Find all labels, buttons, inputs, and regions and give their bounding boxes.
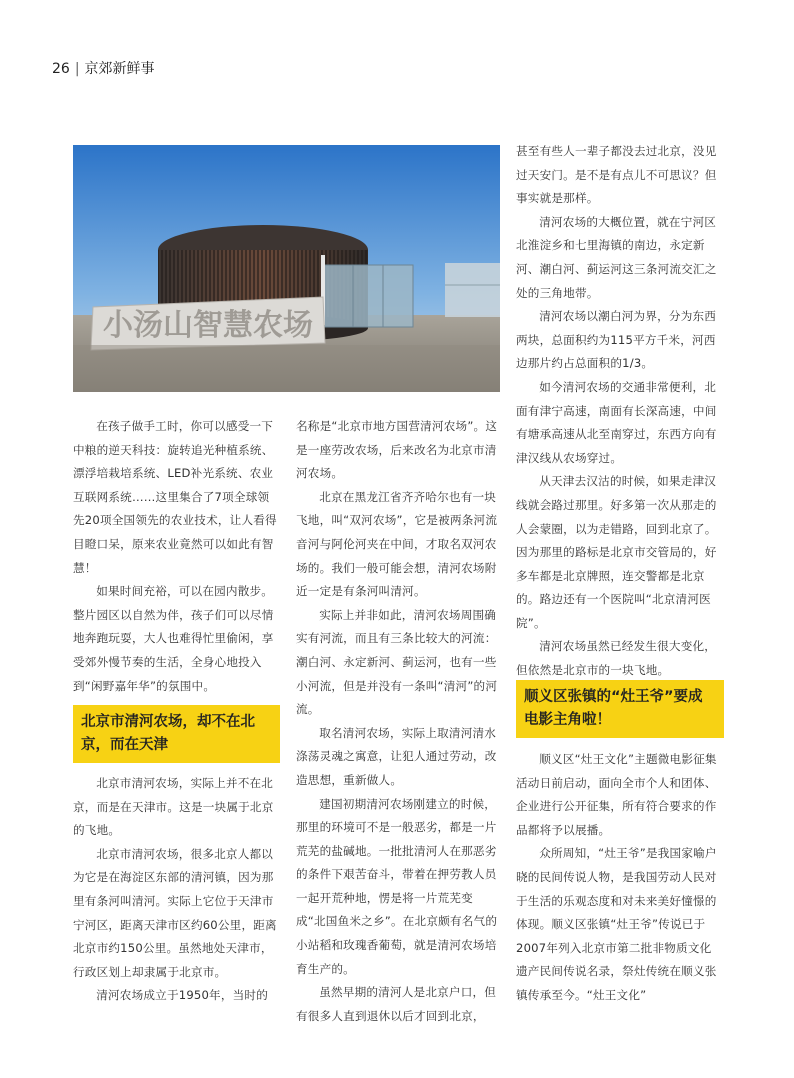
col1-paragraph-2: 如果时间充裕，可以在园内散步。整片园区以自然为伴，孩子们可以尽情地奔跑玩耍，大人也难得忙里偷闲，享受郊外慢节奏的生活，全身心地投入到“闲野嘉年华”的氛围中。 [73,584,274,693]
col3-paragraph-6: 清河农场虽然已经发生很大变化，但依然是北京市的一块飞地。 [516,639,717,678]
col2-paragraph-2: 北京在黑龙江省齐齐哈尔也有一块飞地，叫“双河农场”，它是被两条河流音河与阿伦河夹在中间，才取名双河农场的。我们一般可能会想，清河农场附近一定是有条河叫清河。 [296,489,498,599]
page-header [52,60,155,78]
col2-paragraph-5: 建国初期清河农场刚建立的时候，那里的环境可不是一般恶劣，都是一片荒芜的盐碱地。一批批清河人在那恶劣的条件下艰苦奋斗，带着在押劳教人员一起开荒种地，愣是将一片荒芜变成“北国鱼米之乡”。在北京颇有名气的小站稻和玫瑰香葡萄，就是清河农场培育生产的。 [296,796,498,976]
header-separator: | [74,61,80,77]
col1-paragraph-1: 在孩子做手工时，你可以感受一下中粮的逆天科技：旋转追光种植系统、漂浮培栽培系统、LED补光系统、农业互联网系统……这里集合了7项全球领先20项全国领先的农业技术，让人看得目瞪口呆，原来农业竟然可以如此有智慧！ [73,419,277,575]
col2-paragraph-1: 名称是“北京市地方国营清河农场”。这是一座劳改农场，后来改名为北京市清河农场。 [296,419,498,481]
column-1 [73,415,278,698]
col3-paragraph-7: 顺义区“灶王文化”主题微电影征集活动日前启动，面向全市个人和团体、企业进行公开征集，所有符合要求的作品都将予以展播。 [516,752,717,837]
column-3-lower [516,748,722,1008]
section-heading-qinghe: 北京市清河农场，却不在北京，而在天津 [73,705,280,763]
col3-paragraph-1: 甚至有些人一辈子都没去过北京，没见过天安门。是不是有点儿不可思议？但事实就是那样。 [516,144,717,206]
col3-paragraph-8: 众所周知，“灶王爷”是我国家喻户晓的民间传说人物，是我国劳动人民对于生活的乐观态度和对未来美好憧憬的体现。顺义区张镇“灶王爷”传说已于2007年列入北京市第二批非物质文化遗产民间传说名录，祭灶传统在顺义张镇传承至今。“灶王文化” [516,846,717,1002]
col1-paragraph-5: 清河农场成立于1950年，当时的 [96,988,269,1003]
column-1-lower [73,772,278,1008]
col2-paragraph-4: 取名清河农场，实际上取清河清水涤荡灵魂之寓意，让犯人通过劳动，改造思想，重新做人。 [296,725,497,787]
col3-paragraph-5: 从天津去汉沽的时候，如果走津汉线就会路过那里。好多第一次从那走的人会蒙圈，以为走错路，回到北京了。因为那里的路标是北京市交管局的，好多车都是北京牌照，连交警都是北京的。路边还有一个医院叫“北京清河医院”。 [516,474,717,630]
col2-paragraph-6: 虽然早期的清河人是北京户口，但有很多人直到退休以后才回到北京， [296,985,497,1023]
section-heading-zaowangye: 顺义区张镇的“灶王爷”要成电影主角啦！ [516,680,724,738]
col1-paragraph-3: 北京市清河农场，实际上并不在北京，而是在天津市。这是一块属于北京的飞地。 [73,776,274,838]
col2-paragraph-3: 实际上并非如此，清河农场周围确实有河流，而且有三条比较大的河流：潮白河、永定新河、蓟运河，也有一些小河流，但是并没有一条叫“清河”的河流。 [296,607,498,717]
column-2 [296,415,502,1028]
col3-paragraph-3: 清河农场以潮白河为界，分为东西两块，总面积约为115平方千米，河西边那片约占总面积的1/3。 [516,309,717,371]
col3-paragraph-2: 清河农场的大概位置，就在宁河区北淮淀乡和七里海镇的南边，永定新河、潮白河、蓟运河这三条河流交汇之处的三角地带。 [516,214,717,300]
column-3 [516,140,722,683]
photo-sign-text: 小汤山智慧农场 [103,308,313,343]
farm-photo [73,145,500,392]
farm-photo-illustration [73,145,500,392]
col1-paragraph-4: 北京市清河农场，很多北京人都以为它是在海淀区东部的清河镇，因为那里有条河叫清河。实际上它位于天津市宁河区，距离天津市区约60公里，距离北京市约150公里。虽然地处天津市，行政区划上却隶属于北京市。 [73,846,277,979]
col3-paragraph-4: 如今清河农场的交通非常便利，北面有津宁高速，南面有长深高速，中间有塘承高速从北至南穿过，东西方向有津汉线从农场穿过。 [516,379,717,465]
page-number: 26 [52,61,70,77]
section-title: 京郊新鲜事 [84,61,155,77]
